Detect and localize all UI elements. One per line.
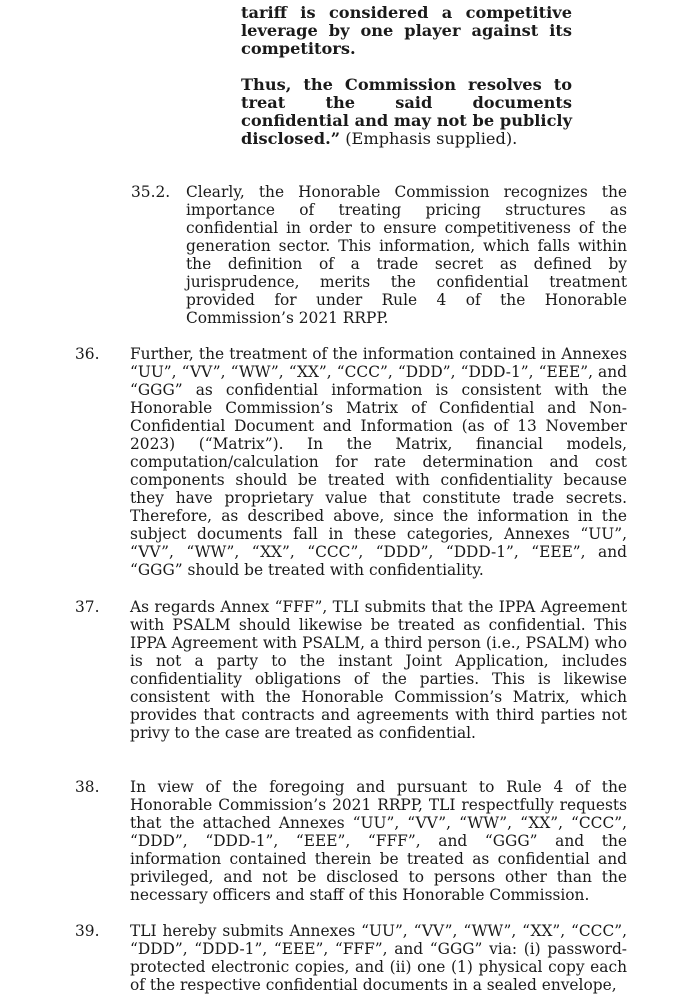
paragraph-number: 37. xyxy=(75,598,100,616)
quote-emphasis-note: (Emphasis supplied). xyxy=(340,129,518,148)
paragraph-text: In view of the foregoing and pursuant to Rule 4 of the Honorable Commission’s 2021 RRPP, TLI respectfully requests that the attached Annexes “UU”, “VV”, “WW”, “XX”, “CCC”, “DDD”, “DDD-1”, “EEE”, “FFF”, and “GGG” and the information contained therein be treated as confidential and privileged, and not be disclosed to persons other than the necessary officers and staff of this Honorable Commission. xyxy=(130,778,627,904)
paragraph-number: 35.2. xyxy=(131,183,171,201)
block-quote xyxy=(241,4,572,148)
paragraph-number: 36. xyxy=(75,345,100,363)
paragraph-text: As regards Annex “FFF”, TLI submits that the IPPA Agreement with PSALM should likewise be treated as confidential. This IPPA Agreement with PSALM, a third person (i.e., PSALM) who is not a party to the instant Joint Application, includes confidentiality obligations of the parties. This is likewise consistent with the Honorable Commission’s Matrix, which provides that contracts and agreements with third parties not privy to the case are treated as confidential. xyxy=(130,598,627,742)
quote-bold-text-2: Thus, the Commission resolves to treat the said documents confidential and may not be publicly disclosed.” xyxy=(241,75,572,148)
quote-paragraph-1 xyxy=(241,4,572,58)
quote-paragraph-2 xyxy=(241,76,572,148)
quote-bold-text-1: tariff is considered a competitive leverage by one player against its competitors. xyxy=(241,3,572,58)
paragraph-number: 38. xyxy=(75,778,100,796)
paragraph-text: TLI hereby submits Annexes “UU”, “VV”, “WW”, “XX”, “CCC”, “DDD”, “DDD-1”, “EEE”, “FFF”, and “GGG” via: (i) password-protected electronic copies, and (ii) one (1) physical copy each of the respective confidential documents in a sealed envelope, xyxy=(130,922,627,994)
paragraph-text: Further, the treatment of the information contained in Annexes “UU”, “VV”, “WW”, “XX”, “CCC”, “DDD”, “DDD-1”, “EEE”, and “GGG” as confidential information is consistent with the Honorable Commission’s Matrix of Confidential and Non-Confidential Document and Information (as of 13 November 2023) (“Matrix”). In the Matrix, financial models, computation/calculation for rate determination and cost components should be treated with confidentiality because they have proprietary value that constitute trade secrets. Therefore, as described above, since the information in the subject documents fall in these categories, Annexes “UU”, “VV”, “WW”, “XX”, “CCC”, “DDD”, “DDD-1”, “EEE”, and “GGG” should be treated with confidentiality. xyxy=(130,345,627,579)
paragraph-text: Clearly, the Honorable Commission recognizes the importance of treating pricing structures as confidential in order to ensure competitiveness of the generation sector. This information, which falls within the definition of a trade secret as defined by jurisprudence, merits the confidential treatment provided for under Rule 4 of the Honorable Commission’s 2021 RRPP. xyxy=(186,183,627,327)
paragraph-number: 39. xyxy=(75,922,100,940)
